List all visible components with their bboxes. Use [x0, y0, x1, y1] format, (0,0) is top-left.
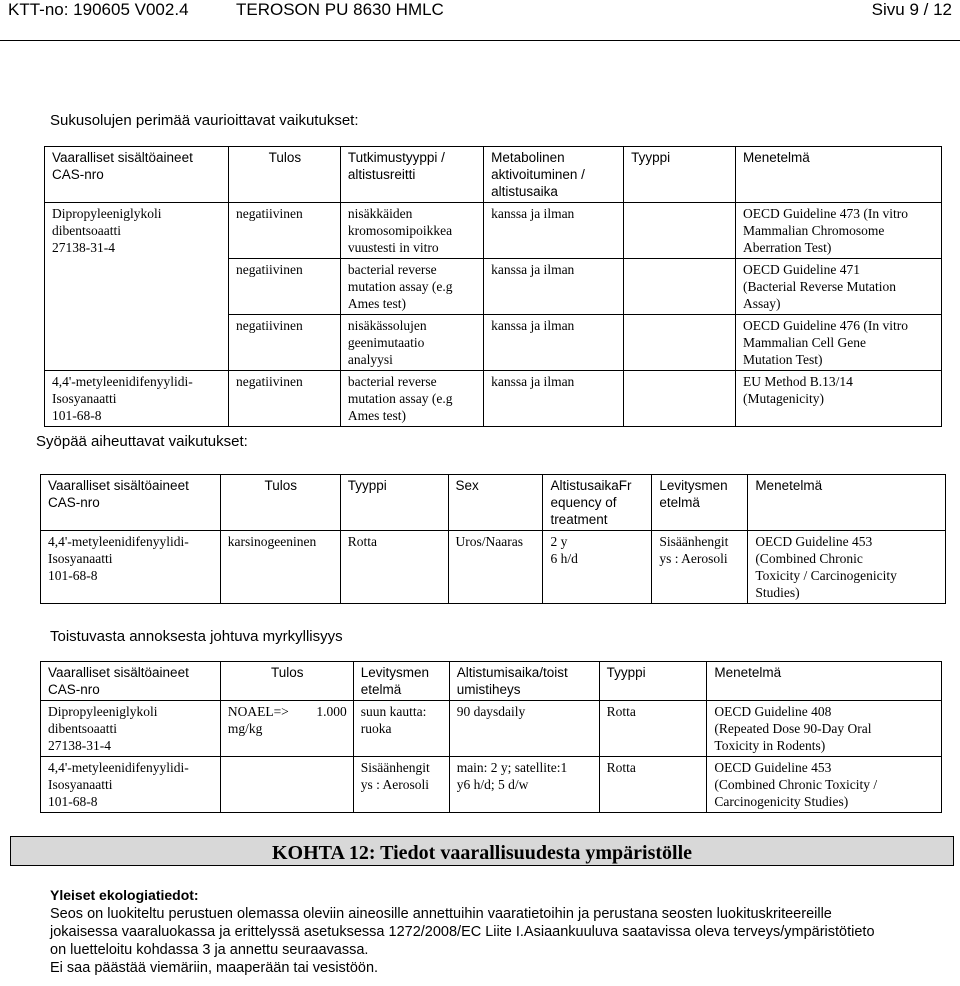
page-header — [8, 0, 952, 24]
type-cell: Rotta — [340, 531, 448, 604]
column-header: Tutkimustyyppi / altistusreitti — [340, 147, 483, 203]
route-cell: Sisäänhengit ys : Aerosoli — [353, 757, 449, 813]
column-header: Tulos — [220, 662, 353, 701]
header-rule — [0, 40, 960, 41]
result-value-number: 1.000 — [316, 704, 347, 719]
table-row — [45, 371, 942, 427]
test-type-cell: bacterial reverse mutation assay (e.g Ames test) — [340, 259, 483, 315]
column-header: Tulos — [229, 147, 341, 203]
result-cell: negatiivinen — [229, 203, 341, 259]
result-cell: negatiivinen — [229, 315, 341, 371]
column-header: Menetelmä — [707, 662, 942, 701]
substance-cell: 4,4'-metyleenidifenyylidi- Isosyanaatti 101-68-8 — [41, 757, 221, 813]
ecology-text: Seos on luokiteltu perustuen olemassa oleviin aineosille annettuihin vaaratietoihin ja perustana seosten luokituskriteereille jokaisessa vaaraluokassa ja erittelyssä asetuksessa 1272/2008/EC Liite I.Asiaankuuluva saatavissa oleva terveys/ympäristötieto on luetteloitu kohdassa 3 ja annettu seuraavassa. Ei saa päästää viemäriin, maaperään tai vesistöön. — [50, 906, 875, 976]
exposure-cell: 2 y 6 h/d — [543, 531, 652, 604]
result-cell: karsinogeeninen — [220, 531, 340, 604]
result-value-label: NOAEL=> — [227, 704, 289, 719]
column-header: Tyyppi — [599, 662, 707, 701]
sex-cell: Uros/Naaras — [448, 531, 543, 604]
substance-cell: 4,4'-metyleenidifenyylidi- Isosyanaatti 101-68-8 — [41, 531, 221, 604]
result-cell: negatiivinen — [229, 259, 341, 315]
activation-cell: kanssa ja ilman — [484, 315, 624, 371]
route-cell: suun kautta: ruoka — [353, 701, 449, 757]
method-cell: OECD Guideline 453 (Combined Chronic Toxicity / Carcinogenicity Studies) — [748, 531, 946, 604]
column-header: Vaaralliset sisältöaineet CAS-nro — [45, 147, 229, 203]
column-header: Metabolinen aktivoituminen / altistusaika — [484, 147, 624, 203]
method-cell: OECD Guideline 473 (In vitro Mammalian Chromosome Aberration Test) — [736, 203, 942, 259]
repeated-dose-table — [40, 661, 942, 813]
section-title-carcinogenicity: Syöpää aiheuttavat vaikutukset: — [36, 433, 248, 450]
type-cell — [624, 203, 736, 259]
test-type-cell: nisäkässolujen geenimutaatio analyysi — [340, 315, 483, 371]
type-cell — [624, 315, 736, 371]
method-cell: OECD Guideline 476 (In vitro Mammalian Cell Gene Mutation Test) — [736, 315, 942, 371]
result-cell: negatiivinen — [229, 371, 341, 427]
section-12-banner: KOHTA 12: Tiedot vaarallisuudesta ympäristölle — [10, 836, 954, 866]
exposure-cell: main: 2 y; satellite:1 y6 h/d; 5 d/w — [449, 757, 599, 813]
product-name: TEROSON PU 8630 HMLC — [236, 0, 444, 19]
result-cell — [220, 701, 353, 757]
table-header-row — [41, 475, 946, 531]
table-header-row — [45, 147, 942, 203]
column-header: Tyyppi — [340, 475, 448, 531]
route-cell: Sisäänhengit ys : Aerosoli — [652, 531, 748, 604]
column-header: Vaaralliset sisältöaineet CAS-nro — [41, 662, 221, 701]
activation-cell: kanssa ja ilman — [484, 203, 624, 259]
type-cell — [624, 371, 736, 427]
method-cell: OECD Guideline 408 (Repeated Dose 90-Day Oral Toxicity in Rodents) — [707, 701, 942, 757]
table-row — [41, 701, 942, 757]
method-cell: EU Method B.13/14 (Mutagenicity) — [736, 371, 942, 427]
mutagenicity-table — [44, 146, 942, 427]
result-cell — [220, 757, 353, 813]
ecology-title: Yleiset ekologiatiedot: — [50, 887, 199, 903]
method-cell: OECD Guideline 453 (Combined Chronic Toxicity / Carcinogenicity Studies) — [707, 757, 942, 813]
type-cell: Rotta — [599, 757, 707, 813]
column-header: Altistumisaika/toist umistiheys — [449, 662, 599, 701]
table-row — [41, 531, 946, 604]
substance-cell: Dipropyleeniglykoli dibentsoaatti 27138-31-4 — [45, 203, 229, 371]
result-value-unit: mg/kg — [227, 721, 263, 736]
document-id: KTT-no: 190605 V002.4 — [8, 0, 189, 19]
test-type-cell: nisäkkäiden kromosomipoikkea vuustesti in vitro — [340, 203, 483, 259]
exposure-cell: 90 daysdaily — [449, 701, 599, 757]
activation-cell: kanssa ja ilman — [484, 371, 624, 427]
column-header: Menetelmä — [748, 475, 946, 531]
column-header: Levitysmen etelmä — [353, 662, 449, 701]
carcinogenicity-table — [40, 474, 946, 604]
method-cell: OECD Guideline 471 (Bacterial Reverse Mutation Assay) — [736, 259, 942, 315]
column-header: Tulos — [220, 475, 340, 531]
column-header: Sex — [448, 475, 543, 531]
section-title-repeated-dose: Toistuvasta annoksesta johtuva myrkyllisyys — [50, 628, 343, 645]
section-title-mutagenicity: Sukusolujen perimää vaurioittavat vaikutukset: — [50, 112, 359, 129]
column-header: Menetelmä — [736, 147, 942, 203]
substance-cell: 4,4'-metyleenidifenyylidi- Isosyanaatti 101-68-8 — [45, 371, 229, 427]
type-cell — [624, 259, 736, 315]
type-cell: Rotta — [599, 701, 707, 757]
page-number: Sivu 9 / 12 — [871, 0, 952, 19]
test-type-cell: bacterial reverse mutation assay (e.g Ames test) — [340, 371, 483, 427]
table-row — [41, 757, 942, 813]
column-header: Levitysmen etelmä — [652, 475, 748, 531]
activation-cell: kanssa ja ilman — [484, 259, 624, 315]
table-row — [45, 203, 942, 259]
substance-cell: Dipropyleeniglykoli dibentsoaatti 27138-31-4 — [41, 701, 221, 757]
column-header: AltistusaikaFr equency of treatment — [543, 475, 652, 531]
column-header: Tyyppi — [624, 147, 736, 203]
table-header-row — [41, 662, 942, 701]
column-header: Vaaralliset sisältöaineet CAS-nro — [41, 475, 221, 531]
